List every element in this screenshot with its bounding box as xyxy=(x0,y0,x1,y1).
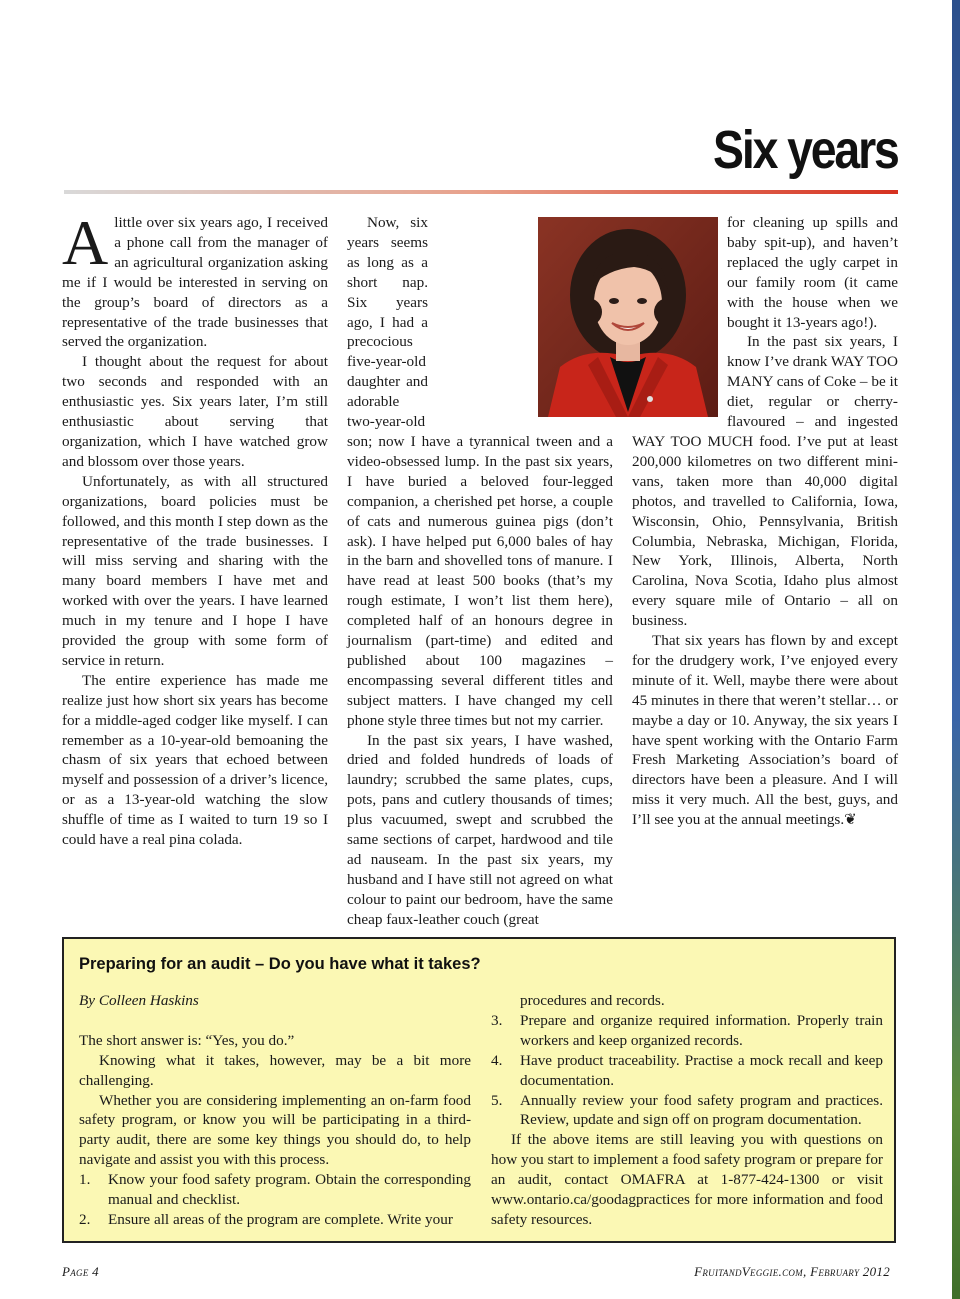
article-paragraph: Alittle over six years ago, I received a phone call from the manager of an agricultural organization asking me if I would be interested in serving on the group’s board of directors as a representative of the trade businesses that served the organization. xyxy=(62,207,328,351)
sidebar-closing-paragraph: If the above items are still leaving you with questions on how you start to implement a food safety program or prepare for an audit, contact OMAFRA at 1-877-424-1300 or visit www.ontario.ca/goodagpractices for more information and food safety resources. xyxy=(491,1131,883,1228)
portrait-illustration xyxy=(538,217,718,417)
article-paragraph: Now, six years seems as long as a short nap. Six years ago, I had a precocious five-year-old daughter and adorable two-year-old son; now I have a tyrannical tween and a video-obsessed lump. In the past six years, I have buried a beloved four-legged companion, a cherished pet horse, a couple of cats and numerous guinea pigs (don’t ask). I have helped put 6,000 bales of hay in the barn and shovelled tons of manure. I have read at least 500 books (that’s my rough estimate, I won’t list them here), completed half of an honours degree in journalism (part-time) and edited and published about 100 magazines – encompassing several different titles and subject matters. I have changed my cell phone style three times but not my carrier. xyxy=(347,214,613,729)
article-column-1 xyxy=(62,207,328,850)
byline: By Colleen Haskins xyxy=(79,992,199,1009)
article-paragraph: The entire experience has made me realize just how short six years has become for a middle-aged codger like myself. I can remember as a 10-year-old bemoaning the chasm of six years that echoed between myself and possession of a driver’s licence, or as a 13-year-old watching the slow shuffle of time as I waited to turn 19 so I could have a real pina colada. xyxy=(62,671,328,849)
page-edge-bar xyxy=(952,0,960,1299)
article-paragraph: Unfortunately, as with all structured organizations, board policies must be followed, and this month I step down as the representative of the trade businesses. I will miss serving and sharing with the many board members I have met and worked with over the years. I have learned much in my tenure and I hope I have provided the group with some form of service in return. xyxy=(62,472,328,669)
end-mark-icon: ❦ xyxy=(844,811,857,829)
drop-cap: A xyxy=(62,207,109,278)
article-paragraph: I thought about the request for about two seconds and responded with an enthusiastic yes. Six years later, I’m still enthusiastic about serving that organization, which I have watched grow and blossom over those years. xyxy=(62,353,328,470)
sidebar-paragraph: Knowing what it takes, however, may be a bit more challenging. xyxy=(79,1051,471,1089)
page-number: Page 4 xyxy=(62,1264,99,1279)
list-item: 1. Know your food safety program. Obtain the corresponding manual and checklist. xyxy=(79,1171,471,1209)
article-title: Six years xyxy=(713,120,898,180)
article-paragraph: That six years has flown by and except for the drudgery work, I’ve enjoyed every minute of it. Well, maybe there were about 45 minutes in there that weren’t stellar… or maybe a day or 10. Anyway, the six years I have spent working with the Ontario Farm Fresh Marketing Association’s board of directors have been a pleasure. And I will miss it very much. All the best, guys, and I’ll see you at the annual meetings.❦ xyxy=(632,632,898,829)
publication-info: FruitandVeggie.com, February 2012 xyxy=(694,1264,890,1279)
author-photo xyxy=(538,217,718,417)
sidebar-paragraph: Whether you are considering implementing an on-farm food safety program, or know you will be participating in a third- party audit, there are some key things you should do, to help navigate and assist you with this process. xyxy=(79,1091,471,1169)
list-item: 3. Prepare and organize required information. Properly train workers and keep organized records. xyxy=(491,1011,883,1049)
checklist xyxy=(79,1170,471,1230)
checklist xyxy=(491,991,883,1130)
list-item: procedures and records. xyxy=(520,992,665,1009)
sidebar-column-2 xyxy=(491,991,883,1230)
article-paragraph: for cleaning up spills and baby spit-up), and haven’t replaced the ugly carpet in our family room (it came with the house when we bought it 13-years ago!). xyxy=(727,214,898,331)
list-item: 5. Annually review your food safety program and practices. Review, update and sign off on program documentation. xyxy=(491,1091,883,1129)
title-rule xyxy=(64,190,898,194)
spacer xyxy=(79,1011,471,1031)
list-item: 2. Ensure all areas of the program are complete. Write your xyxy=(79,1210,453,1228)
audit-sidebar-box xyxy=(62,937,896,1243)
article-paragraph: In the past six years, I have washed, dried and folded hundreds of loads of laundry; scrubbed the same plates, cups, pots, pans and cutlery thousands of times; plus vacuumed, swept and scrubbed the same sections of carpet, hardwood and tile ad nauseam. In the past six years, my husband and I have still not agreed on what colour to paint our bedroom, have the same cheap faux-leather couch (great xyxy=(347,731,613,928)
sidebar-column-1 xyxy=(79,991,471,1230)
sidebar-paragraph: The short answer is: “Yes, you do.” xyxy=(79,1031,295,1049)
list-item: 4. Have product traceability. Practise a mock recall and keep documentation. xyxy=(491,1051,883,1089)
article-paragraph: In the past six years, I know I’ve drank WAY TOO MANY cans of Coke – be it diet, regular or cherry-flavoured – and ingested WAY TOO MUCH food. I’ve put at least 200,000 kilometres on two different mini-vans, taken more than 40,000 digital photos, and travelled to California, Iowa, Wisconsin, Ohio, Pennsylvania, British Columbia, Nebraska, Michigan, Florida, New York, Illinois, Alberta, North Carolina, Nova Scotia, Idaho plus almost every square mile of Ontario – all on business. xyxy=(632,333,898,630)
sidebar-title: Preparing for an audit – Do you have what it takes? xyxy=(79,955,481,973)
